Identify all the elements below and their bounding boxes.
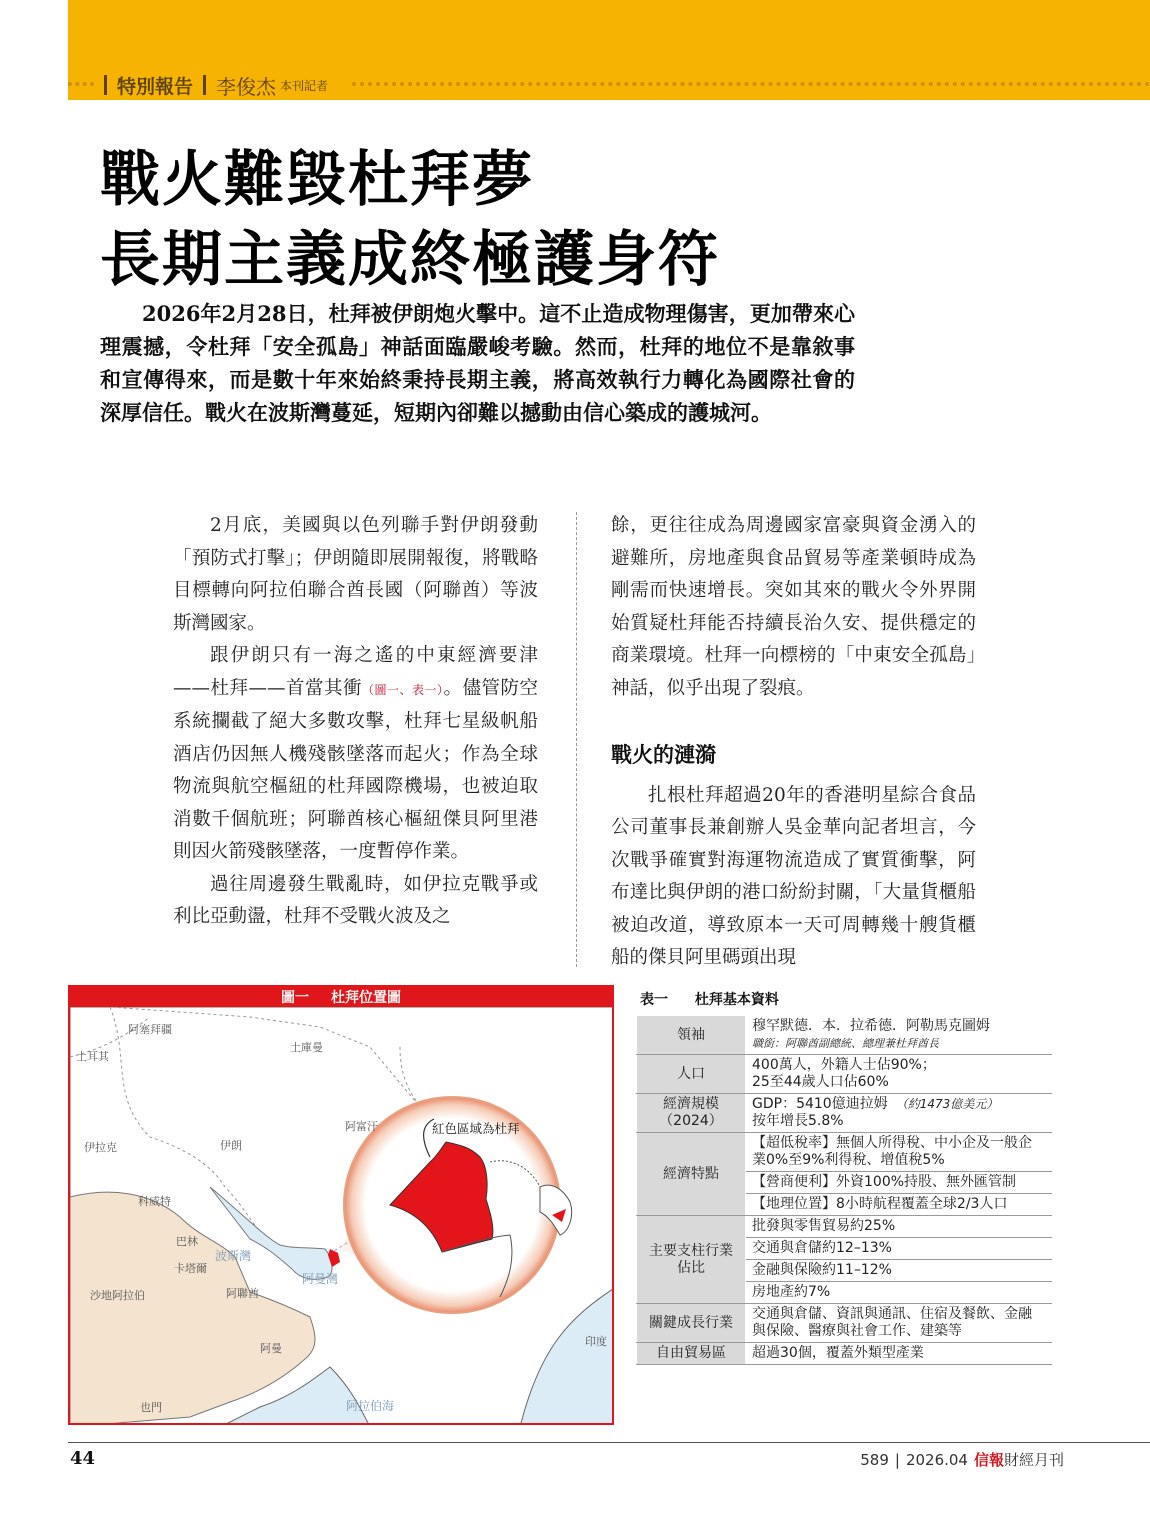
header-dotted-rule-right: [352, 82, 1150, 86]
lede-text: 2026年2月28日，杜拜被伊朗炮火擊中。這不止造成物理傷害，更加帶來心理震撼，令杜拜「安全孤島」神話面臨嚴峻考驗。然而，杜拜的地位不是靠敘事和宣傳得來，而是數十年來始終秉持長期主義，將高效執行力轉化為國際社會的深厚信任。戰火在波斯灣蔓延，短期內卻難以撼動由信心築成的護城河。: [100, 301, 855, 425]
label-india: 印度: [585, 1336, 607, 1348]
label-oman: 阿曼: [260, 1343, 282, 1355]
row-label-line: 主要支柱行業: [649, 1242, 733, 1259]
author-name: 李俊杰: [216, 74, 277, 99]
map-title: [70, 987, 612, 1007]
body-paragraph: [173, 640, 538, 869]
row-label-line: 佔比: [677, 1259, 705, 1276]
location-map-figure: [68, 985, 614, 1425]
label-saudi-arabia: 沙地阿拉伯: [90, 1290, 145, 1302]
label-gulf-of-oman: 阿曼灣: [302, 1272, 339, 1286]
feature-text: 8小時航程覆蓋全球2/3人口: [836, 1196, 1008, 1212]
issue-separator: |: [894, 1450, 900, 1469]
author-role: 本刊記者: [280, 78, 329, 93]
body-column-1: [173, 510, 538, 934]
row-value: [746, 1194, 1052, 1216]
row-value: 房地產約7%: [746, 1282, 1052, 1304]
map-graphic: [70, 987, 614, 1425]
table-title-text: 杜拜基本資料: [694, 992, 779, 1008]
headline-line-1: 戰火難毀杜拜夢: [100, 145, 534, 215]
issue-info: [860, 1449, 1064, 1470]
column-divider: [576, 512, 577, 967]
table-row: [637, 1133, 1052, 1172]
section-kicker: 特別報告: [117, 75, 194, 98]
lede-paragraph: [100, 297, 855, 429]
row-value: [746, 1133, 1052, 1172]
brand-suffix: 財經月刊: [1003, 1451, 1064, 1469]
dubai-fact-table: [636, 1015, 1052, 1365]
population-line: 25至44歲人口佔60%: [752, 1074, 889, 1090]
row-value: 批發與零售貿易約25%: [746, 1216, 1052, 1238]
feature-title: 【地理位置】: [752, 1196, 836, 1212]
row-label-line: 經濟規模: [663, 1096, 719, 1112]
label-afghanistan: 阿富汗: [345, 1121, 378, 1133]
row-label: [637, 1094, 746, 1133]
issue-date: 2026.04: [905, 1450, 968, 1469]
label-bahrain: 巴林: [176, 1236, 198, 1248]
row-label: 自由貿易區: [637, 1343, 746, 1365]
header-dotted-rule-left: [68, 82, 94, 86]
map-title-text: 杜拜位置圖: [331, 990, 401, 1006]
row-value: 超過30個，覆蓋外類型產業: [746, 1343, 1052, 1365]
issue-number: 589: [860, 1450, 889, 1469]
population-line: 400萬人，外籍人士佔90%；: [752, 1057, 936, 1073]
body-paragraph: 2月底，美國與以色列聯手對伊朗發動「預防式打擊」；伊朗隨即展開報復，將戰略目標轉向阿拉伯聯合酋長國（阿聯酋）等波斯灣國家。: [173, 515, 538, 634]
headline-line-2: 長期主義成終極護身符: [100, 225, 720, 295]
header-divider: [203, 75, 206, 95]
subheading: 戰火的漣漪: [611, 743, 716, 767]
label-iran: 伊朗: [220, 1140, 242, 1152]
feature-text: 外資100%持股、無外匯管制: [836, 1174, 1017, 1190]
body-column-2: [611, 510, 976, 975]
label-iraq: 伊拉克: [84, 1142, 117, 1154]
section-header: [100, 72, 328, 98]
brand-name: 信報: [973, 1451, 1004, 1469]
table-row: [637, 1055, 1052, 1094]
label-persian-gulf: 波斯灣: [215, 1249, 252, 1263]
table-row: [637, 1094, 1052, 1133]
row-label: 領袖: [637, 1016, 746, 1055]
label-turkmenistan: 土庫曼: [290, 1042, 323, 1054]
table-row: [637, 1216, 1052, 1238]
figure-reference[interactable]: （圖一、表一）: [361, 682, 444, 697]
gdp-value: GDP：5410億迪拉姆: [752, 1096, 888, 1112]
row-value: 交通與倉儲、資訊與通訊、住宿及餐飲、金融與保險、醫療與社會工作、建築等: [746, 1304, 1052, 1343]
label-turkey: 土耳其: [76, 1051, 109, 1063]
body-paragraph: 過往周邊發生戰亂時，如伊拉克戰爭或利比亞動盪，杜拜不受戰火波及之: [173, 873, 538, 927]
table-title-number: 表一: [640, 992, 668, 1008]
inset-callout: 紅色區域為杜拜: [432, 1122, 520, 1136]
row-value: [746, 1055, 1052, 1094]
row-value: [746, 1094, 1052, 1133]
row-label-line: （2024）: [659, 1113, 723, 1129]
table-row: [637, 1016, 1052, 1055]
leader-title: 職銜：阿聯酋副總統、總理兼杜拜酋長: [752, 1037, 939, 1050]
body-text: 跟伊朗只有一海之遙的中東經濟要津——杜拜——首當其衝: [173, 645, 538, 699]
footer-rule: [68, 1442, 1150, 1443]
map-title-number: 圖一: [281, 990, 309, 1006]
label-azerbaijan: 阿塞拜疆: [128, 1024, 172, 1036]
row-label: 人口: [637, 1055, 746, 1094]
header-divider: [104, 75, 107, 95]
body-paragraph: 餘，更往往成為周邊國家富豪與資金湧入的避難所，房地產與食品貿易等產業頓時成為剛需而快速增長。突如其來的戰火令外界開始質疑杜拜能否持續長治久安、提供穩定的商業環境。杜拜一向標榜的「中東安全孤島」神話，似乎出現了裂痕。: [611, 515, 976, 699]
body-paragraph: 扎根杜拜超過20年的香港明星綜合食品公司董事長兼創辦人吳金華向記者坦言，今次戰爭確實對海運物流造成了實質衝擊，阿布達比與伊朗的港口紛紛封關，「大量貨櫃船被迫改道，導致原本一天可周轉幾十艘貨櫃船的傑貝阿里碼頭出現: [611, 784, 976, 968]
page-number: 44: [70, 1448, 96, 1469]
table-row: [637, 1343, 1052, 1365]
growth-value: 按年增長5.8%: [752, 1113, 844, 1129]
label-arabian-sea: 阿拉伯海: [346, 1399, 395, 1413]
table-row: [637, 1304, 1052, 1343]
label-qatar: 卡塔爾: [174, 1263, 207, 1275]
label-kuwait: 科威特: [138, 1196, 171, 1208]
row-value: 交通與倉儲約12–13%: [746, 1238, 1052, 1260]
row-label: [637, 1216, 746, 1304]
feature-text: 無個人所得稅、中小企及一般企業0%至9%利得稅、增值稅5%: [752, 1135, 1032, 1168]
row-label: 關鍵成長行業: [637, 1304, 746, 1343]
gdp-usd-value: （約1473億美元）: [895, 1097, 999, 1111]
feature-title: 【營商便利】: [752, 1174, 836, 1190]
feature-title: 【超低稅率】: [752, 1135, 836, 1151]
row-value: 金融與保險約11–12%: [746, 1260, 1052, 1282]
leader-name: 穆罕默德．本．拉希德．阿勒馬克圖姆: [752, 1018, 990, 1034]
table-title: [640, 989, 779, 1009]
row-value: [746, 1172, 1052, 1194]
label-uae: 阿聯酋: [226, 1288, 259, 1300]
label-yemen: 也門: [140, 1402, 162, 1414]
row-label: 經濟特點: [637, 1133, 746, 1216]
row-value: [746, 1016, 1052, 1055]
body-text: 。儘管防空系統攔截了絕大多數攻擊，杜拜七星級帆船酒店仍因無人機殘骸墜落而起火；作為全球物流與航空樞紐的杜拜國際機場，也被迫取消數千個航班；阿聯酋核心樞紐傑貝阿里港則因火箭殘骸墜落，一度暫停作業。: [173, 677, 538, 862]
